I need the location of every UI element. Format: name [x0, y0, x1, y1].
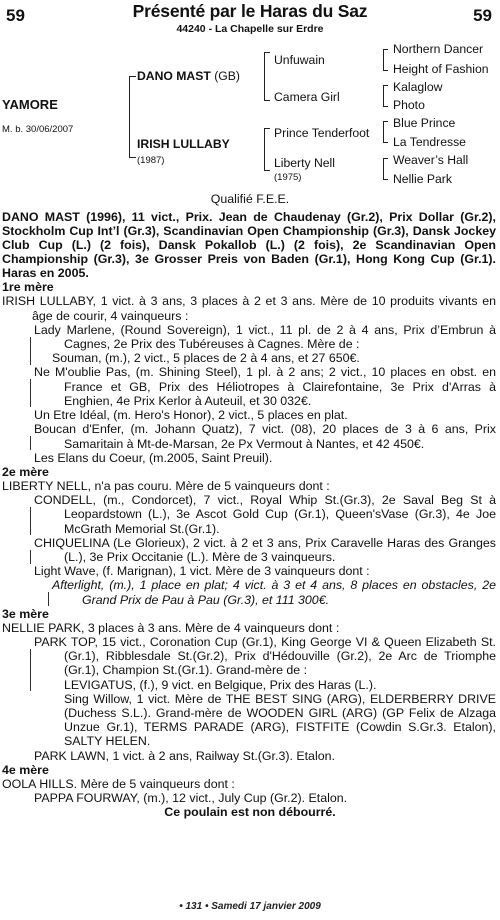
- section-4e-mere: 4e mère: [2, 762, 49, 777]
- dam-year: (1987): [137, 155, 165, 166]
- dds: Weaver’s Hall: [393, 153, 469, 167]
- horse-info: M. b. 30/06/2007: [2, 124, 74, 135]
- dam-sire: Prince Tenderfoot: [274, 126, 370, 140]
- second-dam-summary: LIBERTY NELL, n'a pas couru. Mère de 5 vainqueurs dont :: [2, 478, 330, 493]
- first-dam-produce-3: Un Etre Idéal, (m. Hero's Honor), 2 vict., 5 places en plat.: [34, 408, 348, 423]
- dam-name: IRISH LULLABY: [137, 137, 230, 151]
- lot-number-left: 59: [6, 6, 25, 25]
- horse-name: YAMORE: [2, 97, 58, 112]
- sire-record: DANO MAST (1996), 11 vict., Prix. Jean de Chaudenay (Gr.2), Prix Dollar (Gr.2), Stockholm Cup Int’l (Gr.3), Scandinavian Open Championship (Gr.3), Dansk Jockey Club Cup (L.) (2 fois), Dansk Pokallob (L.) (2 fois), 2e Scandinavian Open Championship (Gr.3), 3e Grosser Preis von Baden (Gr.1), Hong Kong Cup (Gr.1). Haras en 2005.: [2, 210, 496, 281]
- pedigree-notes: [0, 210, 500, 819]
- sire-dam: Camera Girl: [274, 90, 340, 104]
- sds: Kalaglow: [393, 80, 443, 94]
- section-3e-mere: 3e mère: [2, 606, 49, 621]
- third-dam-produce-1b: Sing Willow, 1 vict. Mère de THE BEST SING (ARG), ELDERBERRY DRIVE (Duchess S.L.). Grand-mère de WOODEN GIRL (ARG) (GP Felix de Alzaga Unzue Gr.1), TERMS PARADE (ARG), FISTFITE (Cowdin S.Gr.3. Etalon), SALTY HELEN.: [64, 691, 496, 749]
- qualified-note: Qualifié F.E.E.: [210, 192, 290, 206]
- first-dam-produce-1: Lady Marlene, (Round Sovereign), 1 vict., 11 pl. de 2 à 4 ans, Prix d’Embrun à Cagnes, 2e Prix des Tubéreuses à Cagnes. Mère de :: [34, 322, 496, 352]
- second-dam-produce-3a: Afterlight, (m.), 1 place en plat; 4 vict. à 3 et 4 ans, 8 places en obstacles, 2e Grand Prix de Pau à Pau (Gr.3), et 111 300€.: [52, 578, 496, 607]
- lot-number-right: 59: [473, 6, 492, 25]
- third-dam-produce-1: PARK TOP, 15 vict., Coronation Cup (Gr.1), King George VI & Queen Elizabeth St.(Gr.1), Ribblesdale St.(Gr.2), Prix d'Hédouville (Gr.2), 2e Arc de Triomphe (Gr.1), Champion St.(Gr.1). Grand-mère de :: [34, 634, 496, 678]
- fourth-dam-produce-1: PAPPA FOURWAY, (m.), 12 vict., July Cup (Gr.2). Etalon.: [34, 790, 348, 805]
- page-subtitle: 44240 - La Chapelle sur Erdre: [176, 23, 324, 35]
- remark: Ce poulain est non débourré.: [164, 805, 336, 820]
- second-dam-produce-1: CONDELL, (m., Condorcet), 7 vict., Royal Whip St.(Gr.3), 2e Saval Beg St à Leopardstown (L.), 3e Ascot Gold Cup (Gr.1), Queen'sVase (Gr.3), 4e Joe McGrath Memorial St.(Gr.1).: [34, 493, 496, 536]
- third-dam-produce-2: PARK LAWN, 1 vict. à 2 ans, Railway St.(Gr.3). Etalon.: [34, 748, 335, 763]
- sdd: Photo: [393, 98, 425, 112]
- second-dam-produce-2: CHIQUELINA (Le Glorieux), 2 vict. à 2 et 3 ans, Prix Caravelle Haras des Granges (L.), 3e Prix Occitanie (L.). Mère de 3 vainqueurs.: [34, 535, 496, 564]
- ddd: Nellie Park: [393, 172, 452, 186]
- first-dam-produce-2: Ne M'oublie Pas, (m. Shining Steel), 1 pl. à 2 ans; 2 vict., 10 places en obst. en France et GB, Prix des Héliotropes à Clairefontaine, 3e Prix d'Arras à Enghien, 4e Prix Kerlor à Auteuil, et 30 032€.: [34, 365, 496, 408]
- sire-name: DANO MAST (GB): [137, 69, 240, 83]
- fourth-dam-summary: OOLA HILLS. Mère de 5 vainqueurs dont :: [2, 776, 235, 791]
- dam-dam-year: (1975): [274, 172, 302, 183]
- first-dam-produce-1a: Souman, (m.), 2 vict., 5 places de 2 à 4 ans, et 27 650€.: [52, 351, 360, 366]
- first-dam-produce-4: Boucan d'Enfer, (m. Johann Quatz), 7 vict. (08), 20 places de 3 à 6 ans, Prix Samaritain à Mt-de-Marsan, 2e Px Vermout à Nantes, et 42 450€.: [34, 422, 496, 451]
- third-dam-produce-1a: LEVIGATUS, (f.), 9 vict. en Belgique, Prix des Haras (L.).: [64, 677, 377, 692]
- dam-dam: Liberty Nell: [274, 156, 335, 170]
- page-title: Présenté par le Haras du Saz: [132, 1, 368, 21]
- section-2e-mere: 2e mère: [2, 464, 49, 479]
- section-1re-mere: 1re mère: [2, 280, 54, 295]
- page-footer: • 131 • Samedi 17 janvier 2009: [179, 901, 321, 912]
- ssd: Height of Fashion: [393, 62, 489, 76]
- sire-sire: Unfuwain: [274, 53, 325, 67]
- sss: Northern Dancer: [393, 42, 484, 56]
- dss: Blue Prince: [393, 116, 456, 130]
- first-dam-produce-5: Les Elans du Coeur, (m.2005, Saint Preuil).: [34, 450, 273, 465]
- second-dam-produce-3: Light Wave, (f. Marignan), 1 vict. Mère de 3 vainqueurs dont :: [34, 564, 370, 579]
- first-dam-summary: IRISH LULLABY, 1 vict. à 3 ans, 3 places à 2 et 3 ans. Mère de 10 produits vivants en âge de courir, 4 vainqueurs :: [2, 294, 496, 323]
- dsd: La Tendresse: [393, 135, 466, 149]
- third-dam-summary: NELLIE PARK, 3 places à 3 ans. Mère de 4 vainqueurs dont :: [2, 620, 340, 635]
